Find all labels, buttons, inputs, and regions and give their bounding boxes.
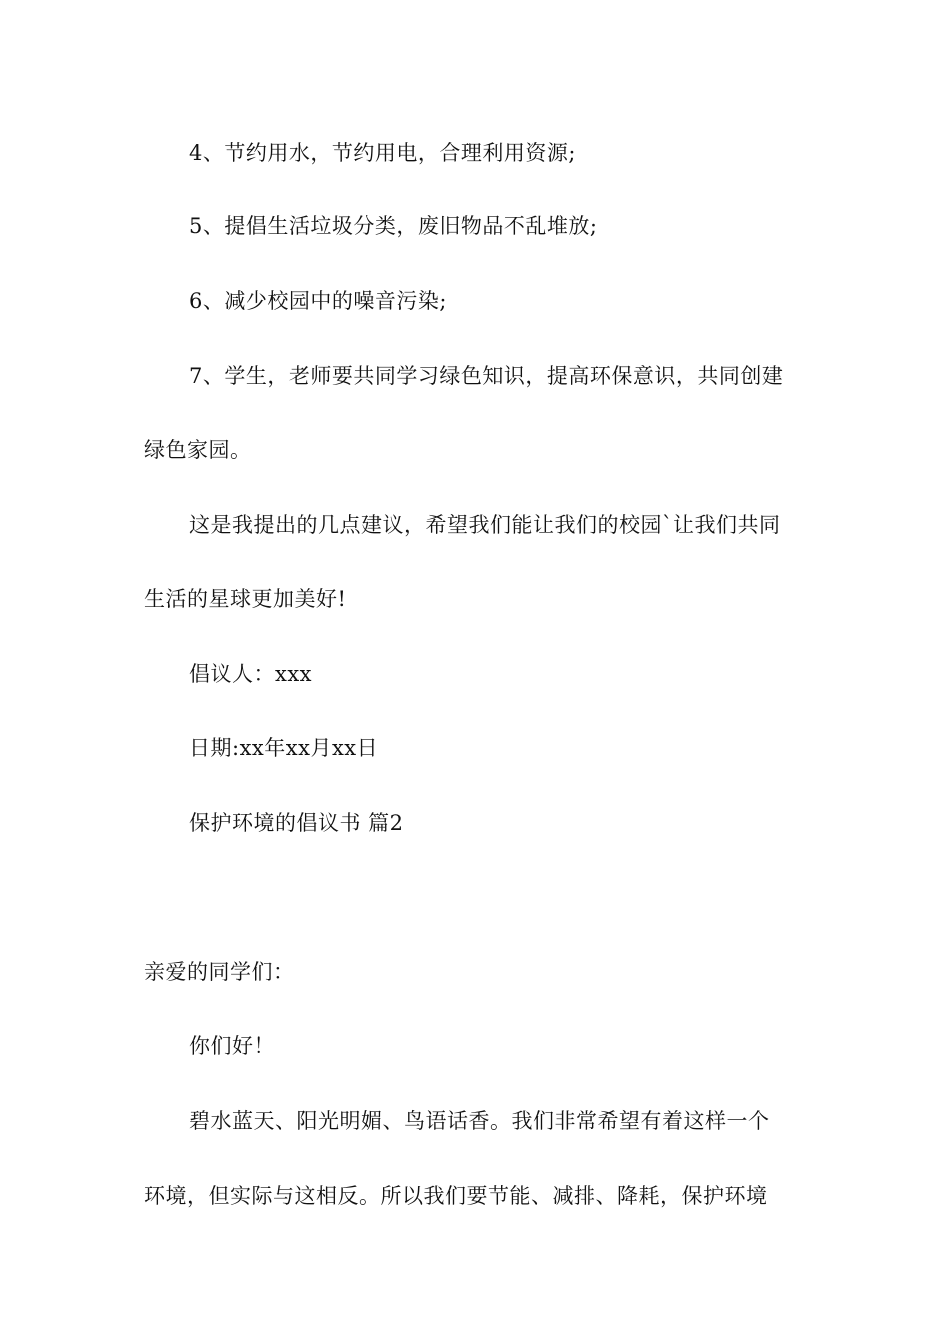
date-line: 日期:xx年xx月xx日 — [189, 736, 379, 760]
body-paragraph-continued: 环境，但实际与这相反。所以我们要节能、减排、降耗，保护环境 — [144, 1184, 768, 1208]
paragraph-item-7-continued: 绿色家园。 — [144, 438, 252, 462]
proposer-line: 倡议人：xxx — [189, 662, 313, 686]
paragraph-item-6: 6、减少校园中的噪音污染; — [189, 289, 447, 313]
closing-paragraph-continued: 生活的星球更加美好! — [144, 587, 347, 611]
paragraph-item-4: 4、节约用水，节约用电，合理利用资源; — [189, 141, 576, 165]
body-paragraph: 碧水蓝天、阳光明媚、鸟语话香。我们非常希望有着这样一个 — [189, 1109, 770, 1133]
closing-paragraph: 这是我提出的几点建议，希望我们能让我们的校园`让我们共同 — [189, 513, 781, 537]
section-title: 保护环境的倡议书 篇2 — [189, 811, 404, 835]
greeting: 你们好！ — [189, 1034, 275, 1058]
paragraph-item-7: 7、学生，老师要共同学习绿色知识，提高环保意识，共同创建 — [189, 364, 784, 388]
salutation: 亲爱的同学们： — [144, 960, 295, 984]
paragraph-item-5: 5、提倡生活垃圾分类，废旧物品不乱堆放; — [189, 214, 598, 238]
